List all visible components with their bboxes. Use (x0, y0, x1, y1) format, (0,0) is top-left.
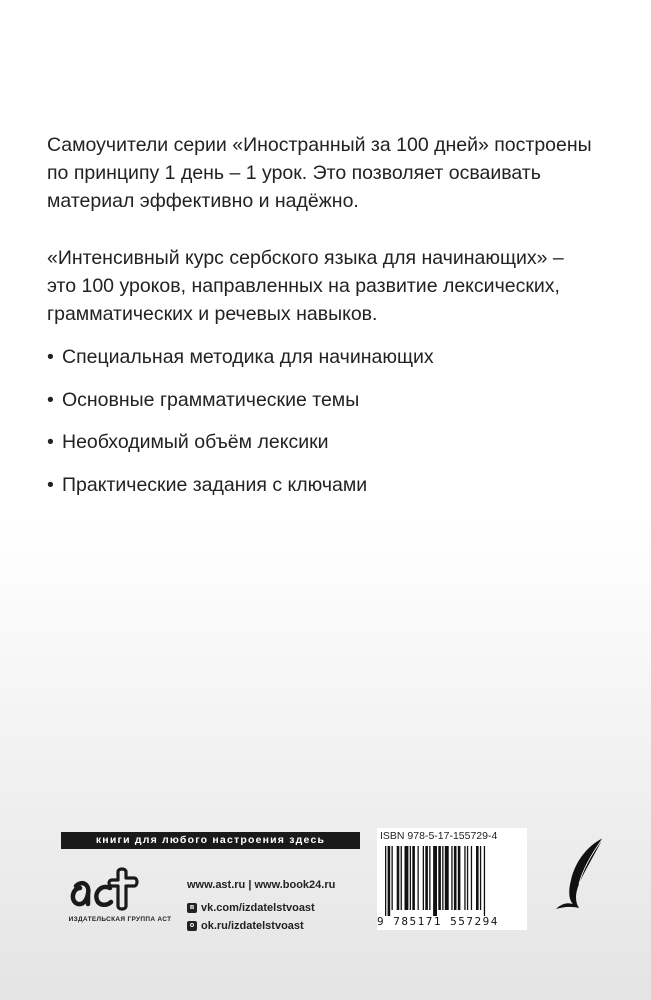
barcode-bar (476, 846, 479, 910)
isbn-number: ISBN 978-5-17-155729-4 (380, 830, 498, 842)
barcode-bar (484, 846, 485, 916)
list-item: • Необходимый объём лексики (47, 428, 434, 456)
barcode-bar (425, 846, 428, 910)
barcode-bar (471, 846, 472, 910)
barcode-bar (388, 846, 391, 916)
bullet-icon: • (47, 388, 54, 411)
vk-link[interactable]: в vk.com/izdatelstvoast (187, 899, 335, 917)
publisher-caption: ИЗДАТЕЛЬСКАЯ ГРУППА АСТ (68, 916, 172, 923)
barcode-bar (442, 846, 443, 910)
slogan-banner: книги для любого настроения здесь (61, 832, 360, 849)
bullet-icon: • (47, 431, 54, 453)
barcode-bar (433, 846, 437, 916)
barcode-bar (451, 846, 452, 910)
barcode-bar (392, 846, 393, 910)
intro-line: по принципу 1 день – 1 урок. Это позволяет осваивать (47, 162, 541, 184)
bullet-icon: • (47, 346, 54, 368)
website-links[interactable]: www.ast.ru | www.book24.ru (187, 879, 336, 891)
vk-icon: в (187, 903, 197, 913)
barcode-bar (438, 846, 441, 910)
barcode-bar (454, 846, 457, 910)
intro-line: Самоучители серии «Иностранный за 100 дней» построены (47, 134, 592, 156)
ok-link[interactable]: о ok.ru/izdatelstvoast (187, 917, 335, 935)
barcode-digits: 9 785171 557294 (377, 915, 499, 928)
barcode-bar (401, 846, 402, 910)
barcode-bar (412, 846, 415, 910)
feature-list (47, 343, 434, 513)
barcode-icon (385, 846, 521, 916)
bullet-icon: • (47, 473, 54, 496)
barcode-bar (418, 846, 419, 910)
list-item: • Основные грамматические темы (47, 386, 434, 414)
publisher-links (187, 876, 335, 935)
barcode-bar (385, 846, 386, 916)
barcode-bar (405, 846, 409, 910)
barcode-bar (429, 846, 430, 910)
barcode-bar (458, 846, 461, 910)
barcode-bar (423, 846, 424, 910)
barcode-bar (467, 846, 468, 910)
ok-icon: о (187, 921, 197, 931)
feather-logo-icon (553, 836, 608, 911)
list-item: • Специальная методика для начинающих (47, 343, 434, 371)
barcode-bar (397, 846, 400, 910)
course-paragraph (47, 244, 564, 328)
barcode-bar (480, 846, 481, 910)
course-line: это 100 уроков, направленных на развитие лексических, (47, 275, 560, 297)
barcode-bar (464, 846, 465, 910)
course-line: «Интенсивный курс сербского языка для начинающих» – (47, 247, 564, 269)
barcode-bar (410, 846, 411, 910)
intro-paragraph (47, 131, 592, 215)
isbn-barcode-block (377, 828, 527, 930)
course-line: грамматических и речевых навыков. (47, 303, 378, 325)
list-item: • Практические задания с ключами (47, 471, 434, 499)
barcode-bar (445, 846, 449, 910)
intro-line: материал эффективно и надёжно. (47, 190, 359, 212)
